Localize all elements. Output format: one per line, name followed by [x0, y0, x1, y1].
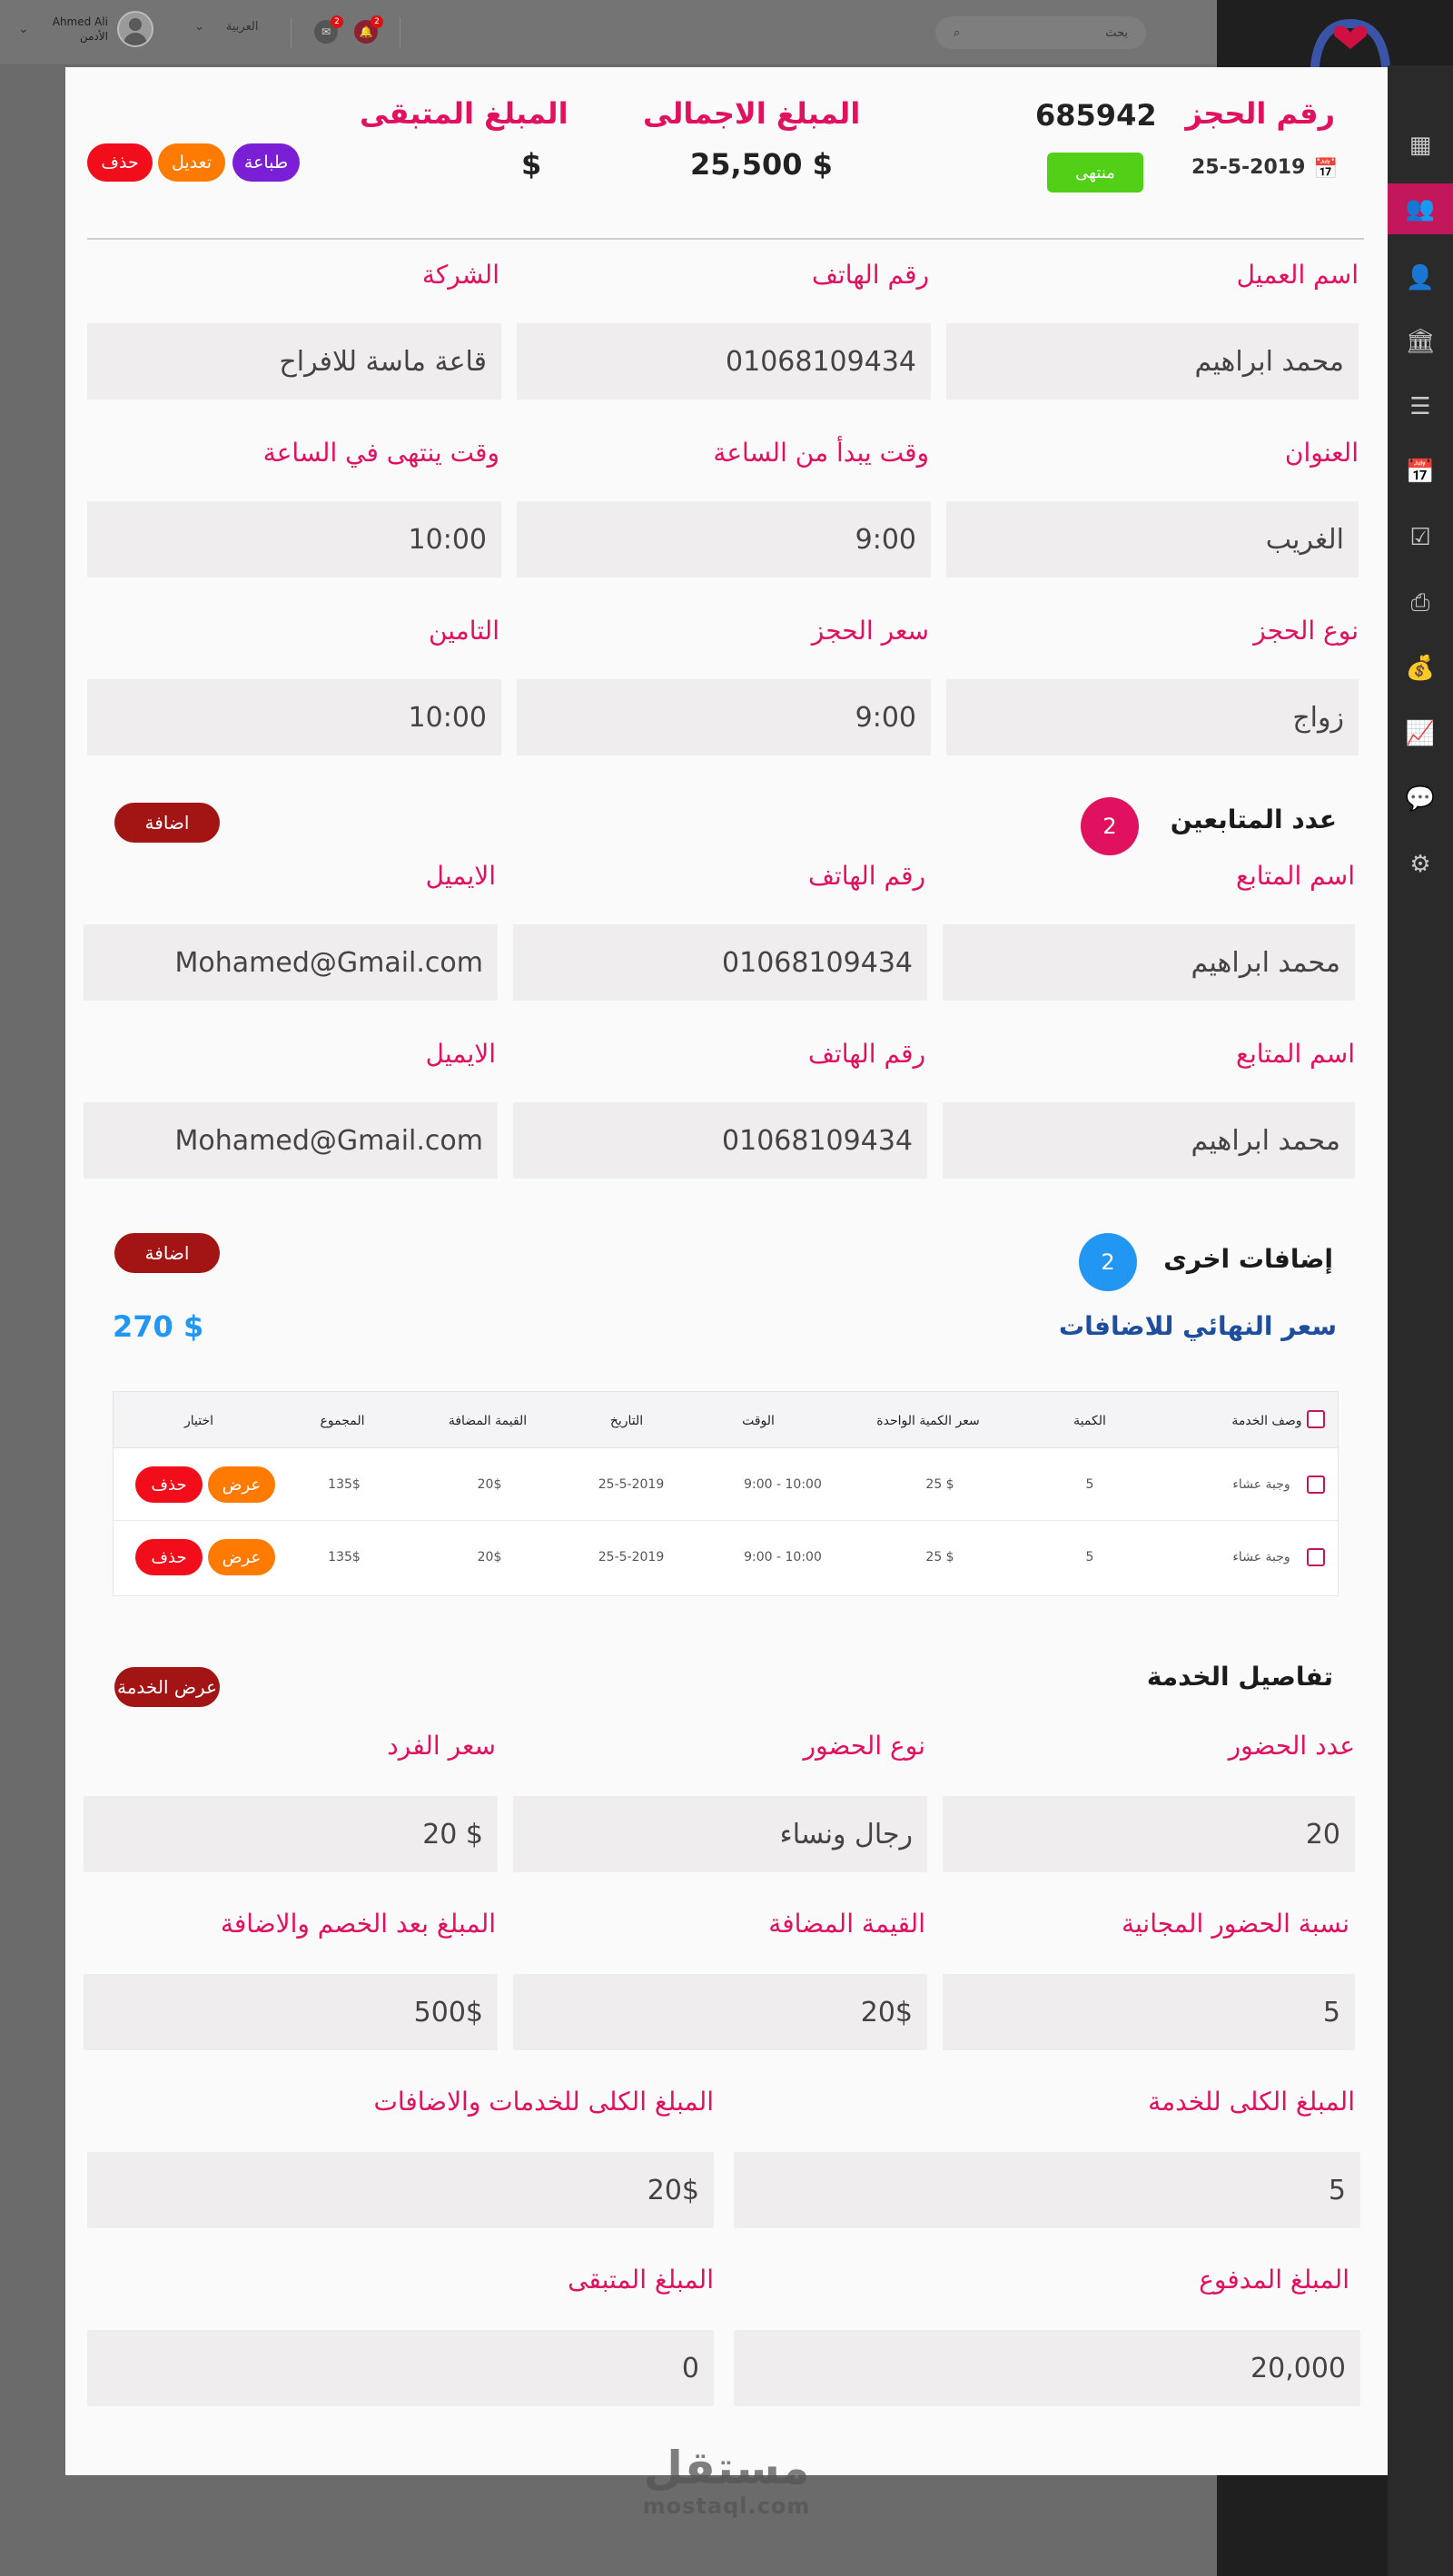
add-follower-button[interactable]: اضافة: [114, 803, 220, 843]
service-remaining-field[interactable]: 0: [87, 2330, 714, 2406]
chat-icon[interactable]: 💬: [1405, 785, 1436, 813]
sidebar: [1388, 65, 1453, 2576]
followers-count: 2: [1081, 797, 1139, 855]
unit-price-label: سعر الفرد: [387, 1731, 496, 1761]
list-icon[interactable]: ☰: [1409, 393, 1431, 420]
address-label: العنوان: [1284, 438, 1359, 468]
notification-badge: 2: [331, 15, 343, 28]
column-header: الكمية: [1073, 1414, 1106, 1428]
follower-name-field[interactable]: محمد ابراهيم: [943, 1102, 1355, 1179]
divider: [87, 238, 1364, 240]
booking-details-modal: [65, 67, 1388, 2475]
follower-email-field[interactable]: Mohamed@Gmail.com: [84, 924, 498, 1001]
view-button[interactable]: عرض: [208, 1539, 275, 1575]
attendance-label: عدد الحضور: [1228, 1731, 1355, 1761]
service-remaining-label: المبلغ المتبقى: [568, 2265, 714, 2295]
avatar[interactable]: [117, 11, 153, 47]
table-row: [114, 1448, 1338, 1521]
service-total-field[interactable]: 5: [734, 2152, 1360, 2228]
search-icon: ⌕: [954, 25, 961, 40]
follower-name-field[interactable]: محمد ابراهيم: [943, 924, 1355, 1001]
cell-unit-price: 25 $: [925, 1477, 954, 1492]
attendance-type-label: نوع الحضور: [803, 1731, 925, 1761]
bell-icon[interactable]: 🔔 2: [354, 20, 378, 44]
edit-button[interactable]: تعديل: [158, 143, 225, 182]
cell-total: 135$: [328, 1550, 361, 1564]
attendance-type-field[interactable]: رجال ونساء: [513, 1796, 927, 1872]
dashboard-icon[interactable]: ▦: [1409, 132, 1432, 159]
messages-icon[interactable]: ✉ 2: [314, 20, 338, 44]
cell-desc: وجبة عشاء: [1232, 1550, 1290, 1564]
total-amount-value: 25,500 $: [690, 147, 833, 182]
status-badge: منتهى: [1047, 153, 1143, 192]
after-discount-field[interactable]: 500$: [84, 1974, 498, 2050]
notification-badge: 2: [371, 15, 383, 28]
follower-name-label: اسم المتابع: [1236, 861, 1355, 891]
add-extra-button[interactable]: اضافة: [114, 1233, 220, 1273]
column-header: التاريخ: [609, 1414, 644, 1428]
end-time-label: وقت ينتهى في الساعة: [262, 438, 499, 468]
booking-price-label: سعر الحجز: [811, 616, 929, 646]
grand-total-field[interactable]: 20$: [87, 2152, 714, 2228]
follower-name-label: اسم المتابع: [1236, 1039, 1355, 1069]
start-time-field[interactable]: 9:00: [517, 501, 931, 577]
column-header: الوقت: [742, 1414, 775, 1428]
cell-date: 25-5-2019: [598, 1477, 665, 1492]
column-header: القيمة المضافة: [448, 1414, 528, 1428]
building-icon[interactable]: 🏛: [1405, 328, 1436, 355]
client-phone-field[interactable]: 01068109434: [517, 323, 931, 400]
cell-qty: 5: [1085, 1477, 1094, 1492]
watermark: [618, 2443, 835, 2519]
vat-field[interactable]: 20$: [513, 1974, 927, 2050]
print-button[interactable]: طباعة: [232, 143, 300, 182]
report-icon[interactable]: 📈: [1405, 720, 1436, 747]
follower-phone-label: رقم الهاتف: [808, 861, 925, 891]
settings-icon[interactable]: ⚙: [1409, 851, 1431, 878]
paid-amount-label: المبلغ المدفوع: [1199, 2265, 1349, 2295]
money-bag-icon[interactable]: 💰: [1405, 655, 1436, 682]
users-icon[interactable]: 👥: [1388, 183, 1453, 234]
chevron-down-icon: ⌄: [194, 20, 204, 34]
extras-title: إضافات اخرى: [1163, 1244, 1333, 1274]
calendar-icon: 📅: [1313, 158, 1339, 181]
total-amount-label: المبلغ الاجمالى: [643, 96, 861, 131]
delete-row-button[interactable]: حذف: [135, 1466, 203, 1503]
insurance-field[interactable]: 10:00: [87, 679, 501, 755]
extras-final-price-value: 270 $: [113, 1309, 204, 1344]
cell-time: 9:00 - 10:00: [744, 1550, 822, 1564]
booking-type-label: نوع الحجز: [1253, 616, 1359, 646]
follower-email-label: الايميل: [425, 1039, 496, 1069]
extras-final-price-label: سعر النهائي للاضافات: [1059, 1311, 1337, 1341]
user-menu[interactable]: [18, 11, 153, 47]
row-checkbox[interactable]: [1307, 1476, 1325, 1494]
grand-total-label: المبلغ الكلى للخدمات والاضافات: [373, 2087, 714, 2117]
followers-title: عدد المتابعين: [1170, 804, 1337, 834]
view-button[interactable]: عرض: [208, 1466, 275, 1503]
booking-number-value: 685942: [1035, 98, 1157, 133]
user-info: [53, 15, 108, 44]
remaining-amount-value: $: [521, 147, 542, 182]
top-bar: [0, 0, 1217, 65]
column-header: المجموع: [320, 1414, 365, 1428]
client-name-field[interactable]: محمد ابراهيم: [946, 323, 1359, 400]
printer-icon[interactable]: ⎙: [1410, 588, 1430, 617]
column-header: وصف الخدمة: [1231, 1414, 1302, 1428]
follower-phone-label: رقم الهاتف: [808, 1039, 925, 1069]
company-label: الشركة: [421, 260, 499, 290]
show-service-button[interactable]: عرض الخدمة: [114, 1667, 220, 1707]
service-details-title: تفاصيل الخدمة: [1146, 1662, 1333, 1692]
language-select[interactable]: [194, 20, 258, 34]
service-total-label: المبلغ الكلى للخدمة: [1148, 2087, 1355, 2117]
chevron-down-icon[interactable]: ⌄: [18, 22, 29, 36]
vat-label: القيمة المضافة: [768, 1909, 925, 1939]
extras-count: 2: [1079, 1233, 1137, 1291]
cell-unit-price: 25 $: [925, 1550, 954, 1564]
table-header: [114, 1392, 1338, 1448]
table-row: [114, 1521, 1338, 1594]
attendance-field[interactable]: 20: [943, 1796, 1355, 1872]
cell-vat: 20$: [477, 1477, 502, 1492]
delete-row-button[interactable]: حذف: [135, 1539, 203, 1575]
row-checkbox[interactable]: [1307, 1548, 1325, 1566]
paid-amount-field[interactable]: 20,000: [734, 2330, 1360, 2406]
user-name: Ahmed Ali: [52, 15, 108, 28]
language-label: العربية: [225, 20, 259, 34]
follower-phone-field[interactable]: 01068109434: [513, 1102, 927, 1179]
booking-number-label: رقم الحجز: [1185, 96, 1335, 131]
client-phone-label: رقم الهاتف: [812, 260, 929, 290]
cell-time: 9:00 - 10:00: [744, 1477, 822, 1492]
company-field[interactable]: قاعة ماسة للافراح: [87, 323, 501, 400]
booking-date: 25-5-2019: [1191, 156, 1306, 179]
follower-phone-field[interactable]: 01068109434: [513, 924, 927, 1001]
delete-button[interactable]: حذف: [87, 143, 153, 182]
column-header: اختيار: [183, 1414, 214, 1428]
cell-desc: وجبة عشاء: [1232, 1477, 1290, 1492]
calendar-icon[interactable]: 📅: [1405, 459, 1436, 486]
end-time-field[interactable]: 10:00: [87, 501, 501, 577]
booking-type-field[interactable]: زواج: [946, 679, 1359, 755]
watermark-arabic: مستقل: [643, 2442, 810, 2494]
insurance-label: التامين: [428, 616, 499, 646]
after-discount-label: المبلغ بعد الخصم والاضافة: [220, 1909, 496, 1939]
client-name-label: اسم العميل: [1236, 260, 1359, 290]
free-ratio-field[interactable]: 5: [943, 1974, 1355, 2050]
free-ratio-label: نسبة الحضور المجانية: [1121, 1909, 1349, 1939]
unit-price-field[interactable]: 20 $: [84, 1796, 498, 1872]
user-role: الأدمن: [79, 30, 108, 43]
booking-price-field[interactable]: 9:00: [517, 679, 931, 755]
select-all-checkbox[interactable]: [1307, 1410, 1325, 1428]
checklist-icon[interactable]: ☑: [1409, 524, 1431, 551]
follower-email-label: الايميل: [425, 861, 496, 891]
remaining-amount-label: المبلغ المتبقى: [360, 96, 568, 131]
follower-email-field[interactable]: Mohamed@Gmail.com: [84, 1102, 498, 1179]
start-time-label: وقت يبدأ من الساعة: [713, 438, 929, 468]
watermark-latin: mostaql.com: [642, 2493, 811, 2519]
cell-date: 25-5-2019: [598, 1550, 665, 1564]
column-header: سعر الكمية الواحدة: [876, 1414, 980, 1428]
extras-table: [113, 1391, 1339, 1596]
cell-total: 135$: [328, 1477, 361, 1492]
person-icon[interactable]: 👤: [1405, 264, 1436, 291]
search-input[interactable]: [935, 16, 1146, 49]
cell-vat: 20$: [477, 1550, 502, 1564]
cell-qty: 5: [1085, 1550, 1094, 1564]
address-field[interactable]: الغريب: [946, 501, 1359, 577]
search-placeholder: بحث: [1105, 25, 1128, 40]
divider: [291, 18, 292, 47]
